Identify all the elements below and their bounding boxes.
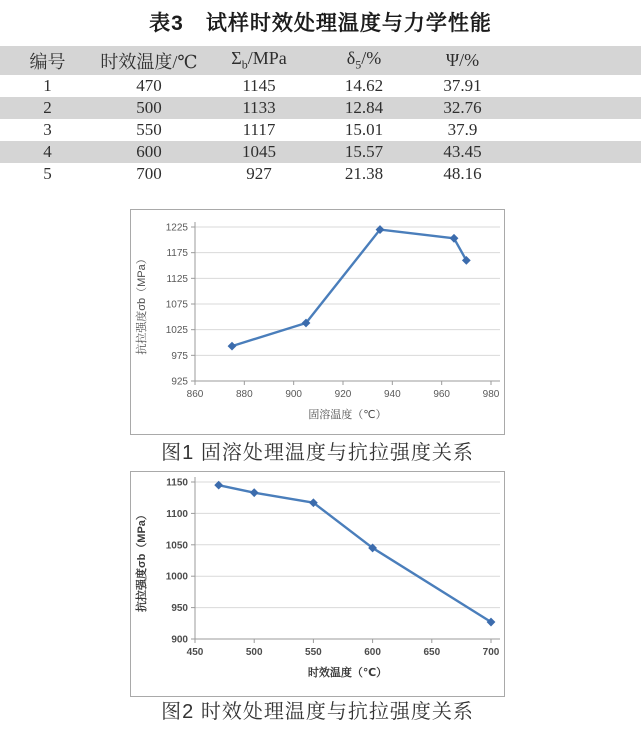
table-cell: 500 xyxy=(95,97,203,119)
table-cell: 21.38 xyxy=(344,164,384,183)
data-point-marker xyxy=(250,488,259,497)
column-header: $\delta_5/\%$ xyxy=(315,46,413,75)
y-tick-label: 950 xyxy=(171,603,188,615)
x-tick-label: 600 xyxy=(364,647,381,658)
figure-2-chart-svg xyxy=(131,473,504,695)
x-tick-label: 550 xyxy=(305,647,322,658)
y-tick-label: 900 xyxy=(171,634,188,646)
y-tick-label: 1175 xyxy=(166,248,188,260)
x-axis-label: 时效温度（℃） xyxy=(307,667,388,679)
column-header: 编号 xyxy=(0,46,95,75)
x-tick-label: 650 xyxy=(423,647,441,658)
x-tick-label: 450 xyxy=(186,647,204,658)
y-tick-label: 1025 xyxy=(165,325,188,337)
y-tick-label: 1000 xyxy=(165,571,188,583)
y-tick-label: 1150 xyxy=(166,477,188,489)
x-tick-label: 960 xyxy=(433,389,451,400)
x-tick-label: 880 xyxy=(235,389,253,400)
table-cell: 927 xyxy=(246,164,272,183)
table-cell: 48.16 xyxy=(443,164,482,183)
filler-cell xyxy=(512,119,641,141)
data-line xyxy=(232,230,466,347)
y-axis-label: 抗拉强度σb（MPa） xyxy=(136,509,148,612)
figure-1-caption: 图1 固溶处理温度与抗拉强度关系 xyxy=(161,442,474,464)
x-tick-label: 980 xyxy=(482,389,500,400)
figure-2-caption: 图2 时效处理温度与抗拉强度关系 xyxy=(161,701,474,723)
table-row xyxy=(0,119,641,141)
table-cell: 3 xyxy=(43,120,52,139)
x-tick-label: 920 xyxy=(334,389,352,400)
data-line xyxy=(219,485,491,622)
table-cell: 15.01 xyxy=(344,120,384,139)
table-cell: 12.84 xyxy=(315,97,413,119)
y-tick-label: 1050 xyxy=(165,540,188,552)
table-cell: 15.57 xyxy=(315,141,413,163)
table-cell: 600 xyxy=(95,141,203,163)
table-row xyxy=(0,75,641,97)
y-tick-label: 1100 xyxy=(166,508,188,520)
x-tick-label: 500 xyxy=(245,647,263,658)
column-header: $\Sigma_b$/MPa xyxy=(203,46,315,75)
filler-cell xyxy=(512,75,641,97)
filler-cell xyxy=(512,97,641,119)
table-cell: 2 xyxy=(0,97,95,119)
y-tick-label: 1225 xyxy=(165,222,188,234)
y-axis-label: 抗拉强度σb（MPa） xyxy=(136,253,148,355)
table-row xyxy=(0,141,641,163)
filler-cell xyxy=(512,141,641,163)
figure-1-chart xyxy=(130,209,505,435)
table-cell: 1045 xyxy=(203,141,315,163)
x-axis-label: 固溶温度（℃） xyxy=(308,409,387,421)
table-cell: 550 xyxy=(136,120,162,139)
table-cell: 1145 xyxy=(242,76,276,95)
table-cell: 5 xyxy=(43,164,52,183)
y-tick-label: 1125 xyxy=(166,273,188,285)
x-tick-label: 860 xyxy=(186,389,204,400)
table-cell: 43.45 xyxy=(413,141,512,163)
figure-2-chart xyxy=(130,471,505,697)
table-title: 表3 试样时效处理温度与力学性能 xyxy=(149,12,492,35)
table-cell: 1117 xyxy=(242,120,276,139)
table-cell: 14.62 xyxy=(344,76,384,95)
mechanical-properties-table xyxy=(0,46,641,185)
table-body xyxy=(0,75,641,185)
y-tick-label: 1075 xyxy=(165,299,188,311)
x-tick-label: 700 xyxy=(482,647,500,658)
filler-cell xyxy=(512,163,641,185)
filler-cell xyxy=(512,46,641,75)
table-cell: 37.91 xyxy=(443,76,482,95)
table-header-row xyxy=(0,46,641,75)
table-cell: 37.9 xyxy=(447,120,478,139)
table-cell: 470 xyxy=(136,76,162,95)
table-cell: 1133 xyxy=(203,97,315,119)
column-header: 时效温度/℃ xyxy=(95,46,203,75)
y-tick-label: 975 xyxy=(171,350,188,362)
table-row xyxy=(0,97,641,119)
y-tick-label: 925 xyxy=(171,376,188,388)
table-cell: 32.76 xyxy=(413,97,512,119)
table-cell: 1 xyxy=(43,76,52,95)
table-cell: 4 xyxy=(0,141,95,163)
table-cell: 700 xyxy=(136,164,162,183)
figure-1-chart-svg xyxy=(131,211,504,433)
table-row xyxy=(0,163,641,185)
x-tick-label: 940 xyxy=(383,389,401,400)
column-header: Ψ/% xyxy=(413,46,512,75)
x-tick-label: 900 xyxy=(285,389,303,400)
data-point-marker xyxy=(228,342,237,351)
